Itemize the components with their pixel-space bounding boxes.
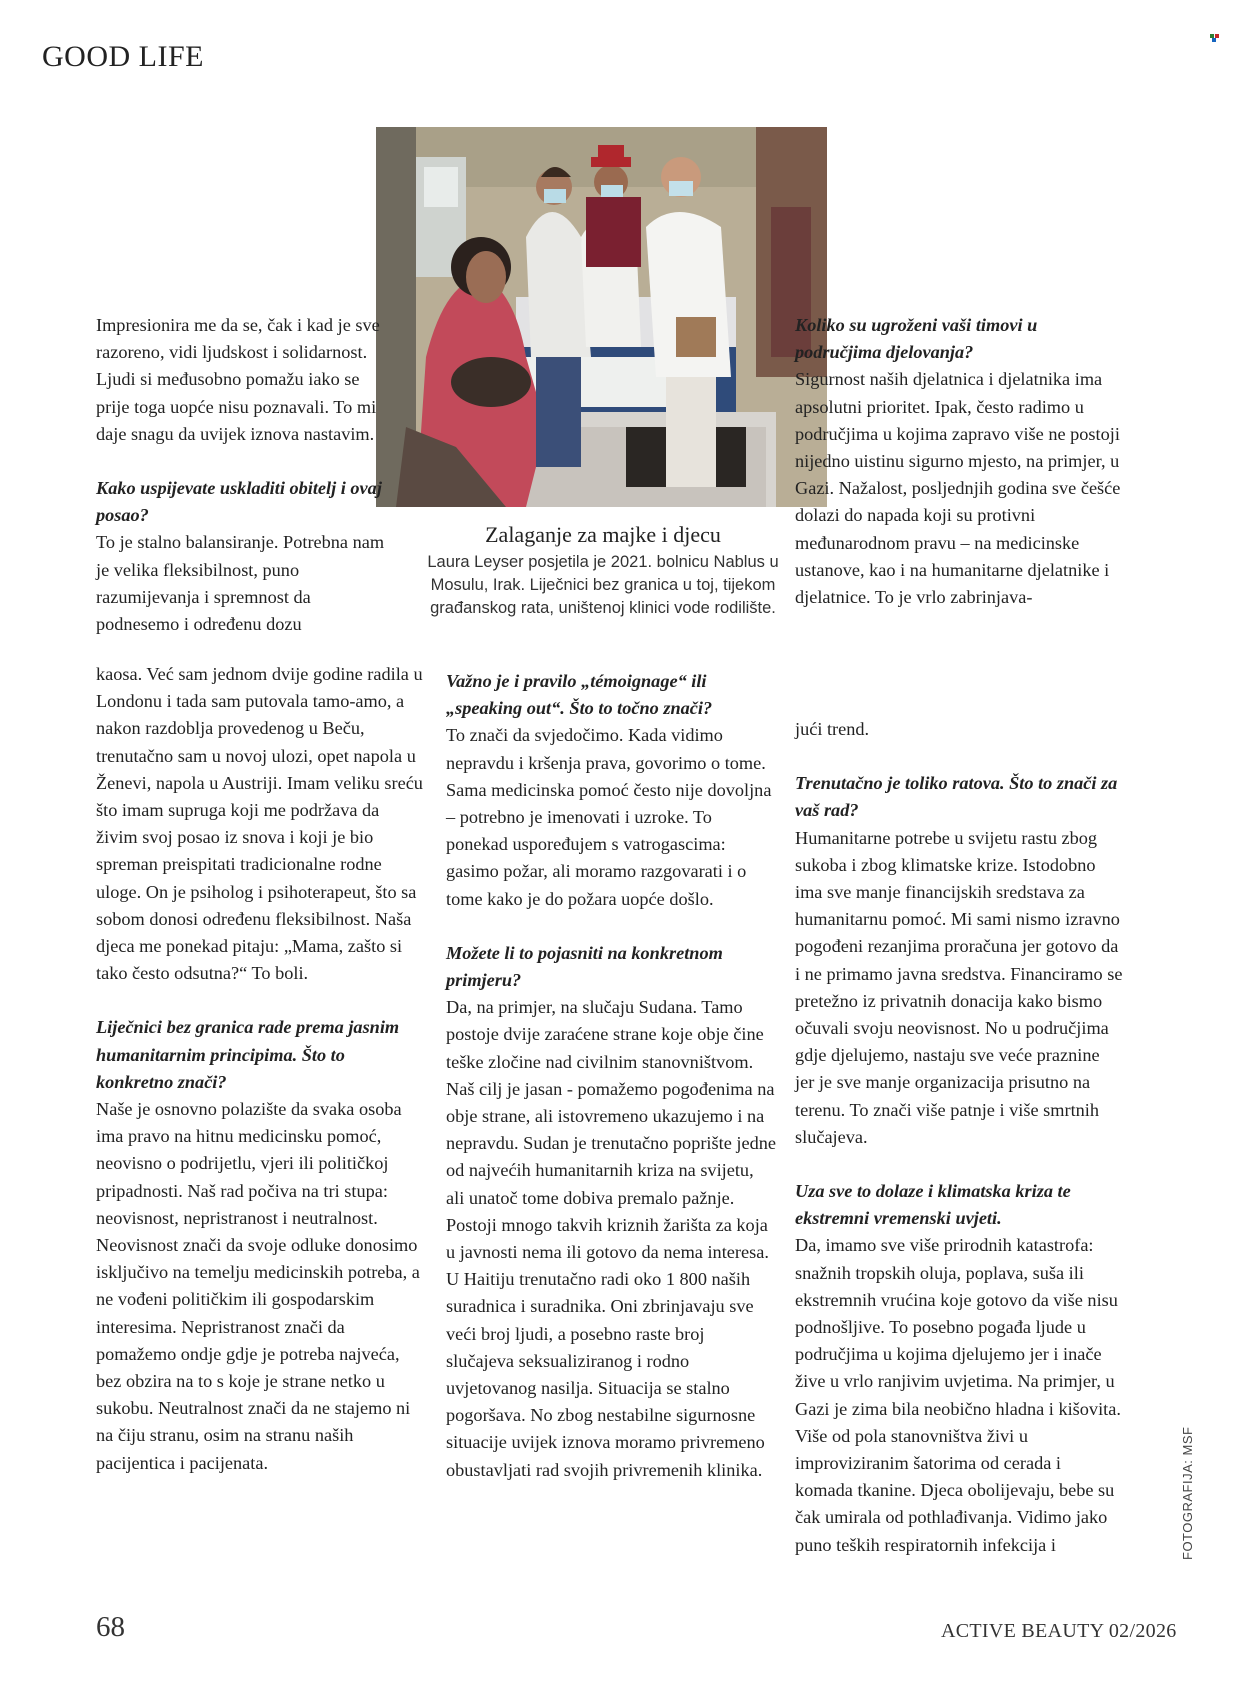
interview-question: Liječnici bez granica rade prema jasnim humanitarnim principima. Što to konkretno znači? [96, 1017, 400, 1092]
interview-question: Kako uspijevate uskladiti obitelj i ovaj posao? [96, 478, 382, 526]
interview-question: Koliko su ugroženi vaši timovi u područjima djelovanja? [795, 315, 1038, 363]
column-3-bottom [795, 716, 1123, 1586]
interview-answer: kaosa. Već sam jednom dvije godine radila u Londonu i tada sam putovala tamo-amo, a nakon razdoblja provedenog u Beču, trenutačno sam u novoj ulozi, opet napola u Ženevi, napola u Austriji. Imam veliku sreću što imam supruga koji me podržava da živim svoj posao iz snova i koji je bio spreman preispitati tradicionalne rodne uloge. On je psiholog i psihoterapeut, što sa sobom donosi određenu fleksibilnost. Naša djeca me ponekad pitaju: „Mama, zašto si tako često odsutna?“ To boli. [96, 664, 423, 984]
column-1-bottom [96, 661, 424, 1504]
interview-answer: Humanitarne potrebe u svijetu rastu zbog sukoba i zbog klimatske krize. Istodobno ima sve manje financijskih sredstava za humanitarnu pomoć. Mi sami nismo izravno pogođeni rezanjima proračuna jer gotovo da i ne primamo javna sredstva. Financiramo se pretežno iz privatnih donacija kako bismo očuvali svoju neovisnost. No u područjima gdje djelujemo, nastaju sve veće praznine jer je sve manje organizacija prisutno na terenu. To znači više patnje i više smrtnih slučajeva. [795, 827, 1123, 1147]
interview-answer: To je stalno balansiranje. Potrebna nam je velika fleksibilnost, puno razumijevanja i spremnost da podnesemo i određenu dozu [96, 532, 385, 635]
paragraph: Impresionira me da se, čak i kad je sve razoreno, vidi ljudskost i solidarnost. Ljudi si međusobno pomažu iako se prije toga uopće nisu poznavali. To mi daje snagu da uvijek iznova nastavim. [96, 315, 380, 444]
column-1-top [96, 312, 388, 638]
column-2 [446, 668, 776, 1511]
logo-mark-icon [1210, 34, 1220, 42]
column-3-top [795, 312, 1123, 611]
section-title: GOOD LIFE [42, 40, 204, 73]
interview-answer: Da, na primjer, na slučaju Sudana. Tamo postoje dvije zaraćene strane koje obje čine teške zločine nad civilnim stanovništvom. Naš cilj je jasan - pomažemo pogođenima na obje strane, ali istovremeno ukazujemo i na nepravdu. Sudan je trenutačno poprište jedne od najvećih humanitarnih kriza na svijetu, ali unatoč tome dobiva premalo pažnje. Postoji mnogo takvih kriznih žarišta za koja u javnosti nema ili gotovo da nema interesa. U Haitiju trenutačno radi oko 1 800 naših suradnica i suradnika. Oni zbrinjavaju sve veći broj ljudi, a posebno raste broj slučajeva seksualiziranog i rodno uvjetovanog nasilja. Situacija se stalno pogoršava. No zbog nestabilne sigurnosne situacije uvijek iznova moramo privremeno obustavljati rad svojih privremenih klinika. [446, 997, 776, 1480]
photo-caption [406, 522, 800, 620]
interview-answer: Da, imamo sve više prirodnih katastrofa: snažnih tropskih oluja, poplava, suša ili ekstremnih vrućina koje gotovo da više nisu podnošljive. To posebno pogađa ljude u područjima u kojima djelujemo jer i inače žive u vrlo ranjivim uvjetima. Na primjer, u Gazi je zima bila neobično hladna i kišovita. Više od pola stanovništva živi u improviziranim šatorima od cerada i komada tkanine. Djeca obolijevaju, bebe su čak umirala od pothlađivanja. Vidimo jako puno teških respiratornih infekcija i [795, 1235, 1121, 1555]
photo-credit: FOTOGRAFIJA: MSF [1180, 1426, 1195, 1560]
magazine-issue: ACTIVE BEAUTY 02/2026 [941, 1620, 1177, 1642]
interview-answer: Naše je osnovno polazište da svaka osoba ima pravo na hitnu medicinsku pomoć, neovisno o podrijetlu, vjeri ili političkoj pripadnosti. Naš rad počiva na tri stupa: neovisnost, nepristranost i neutralnost. Neovisnost znači da svoje odluke donosimo isključivo na temelju medicinskih potreba, a ne vođeni političkim ili gospodarskim interesima. Nepristranost znači da pomažemo ondje gdje je potreba najveća, bez obzira na to s koje je strane netko u sukobu. Neutralnost znači da ne stajemo ni na čiju stranu, osim na stranu naših pacijentica i pacijenata. [96, 1099, 420, 1473]
interview-question: Uza sve to dolaze i klimatska kriza te ekstremni vremenski uvjeti. [795, 1181, 1071, 1229]
interview-answer: jući trend. [795, 719, 870, 739]
interview-question: Možete li to pojasniti na konkretnom primjeru? [446, 942, 723, 991]
interview-answer: Sigurnost naših djelatnica i djelatnika ima apsolutni prioritet. Ipak, često radimo u područjima u kojima zapravo više ne postoji nijedno uistinu sigurno mjesto, na primjer, u Gazi. Nažalost, posljednjih godina sve češće dolazi do napada koji su protivni međunarodnom pravu – na medicinske ustanove, kao i na humanitarne djelatnike i djelatnice. To je vrlo zabrinjava- [795, 369, 1121, 608]
interview-question: Važno je i pravilo „témoignage“ ili „speaking out“. Što to točno znači? [446, 671, 713, 719]
hospital-photo [376, 127, 827, 507]
caption-title: Zalaganje za majke i djecu [485, 522, 721, 547]
page-number: 68 [96, 1611, 125, 1643]
interview-answer: To znači da svjedočimo. Kada vidimo nepravdu i kršenja prava, govorimo o tome. Sama medicinska pomoć često nije dovoljna – potrebno je imenovati i uzroke. To ponekad uspoređujem s vatrogascima: gasimo požar, ali moramo razgovarati i o tome kako je do požara uopće došlo. [446, 725, 772, 909]
interview-question: Trenutačno je toliko ratova. Što to znači za vaš rad? [795, 773, 1118, 821]
caption-text: Laura Leyser posjetila je 2021. bolnicu Nablus u Mosulu, Irak. Liječnici bez granica u toj, tijekom građanskog rata, uništenoj klinici vode rodilište. [427, 553, 779, 617]
